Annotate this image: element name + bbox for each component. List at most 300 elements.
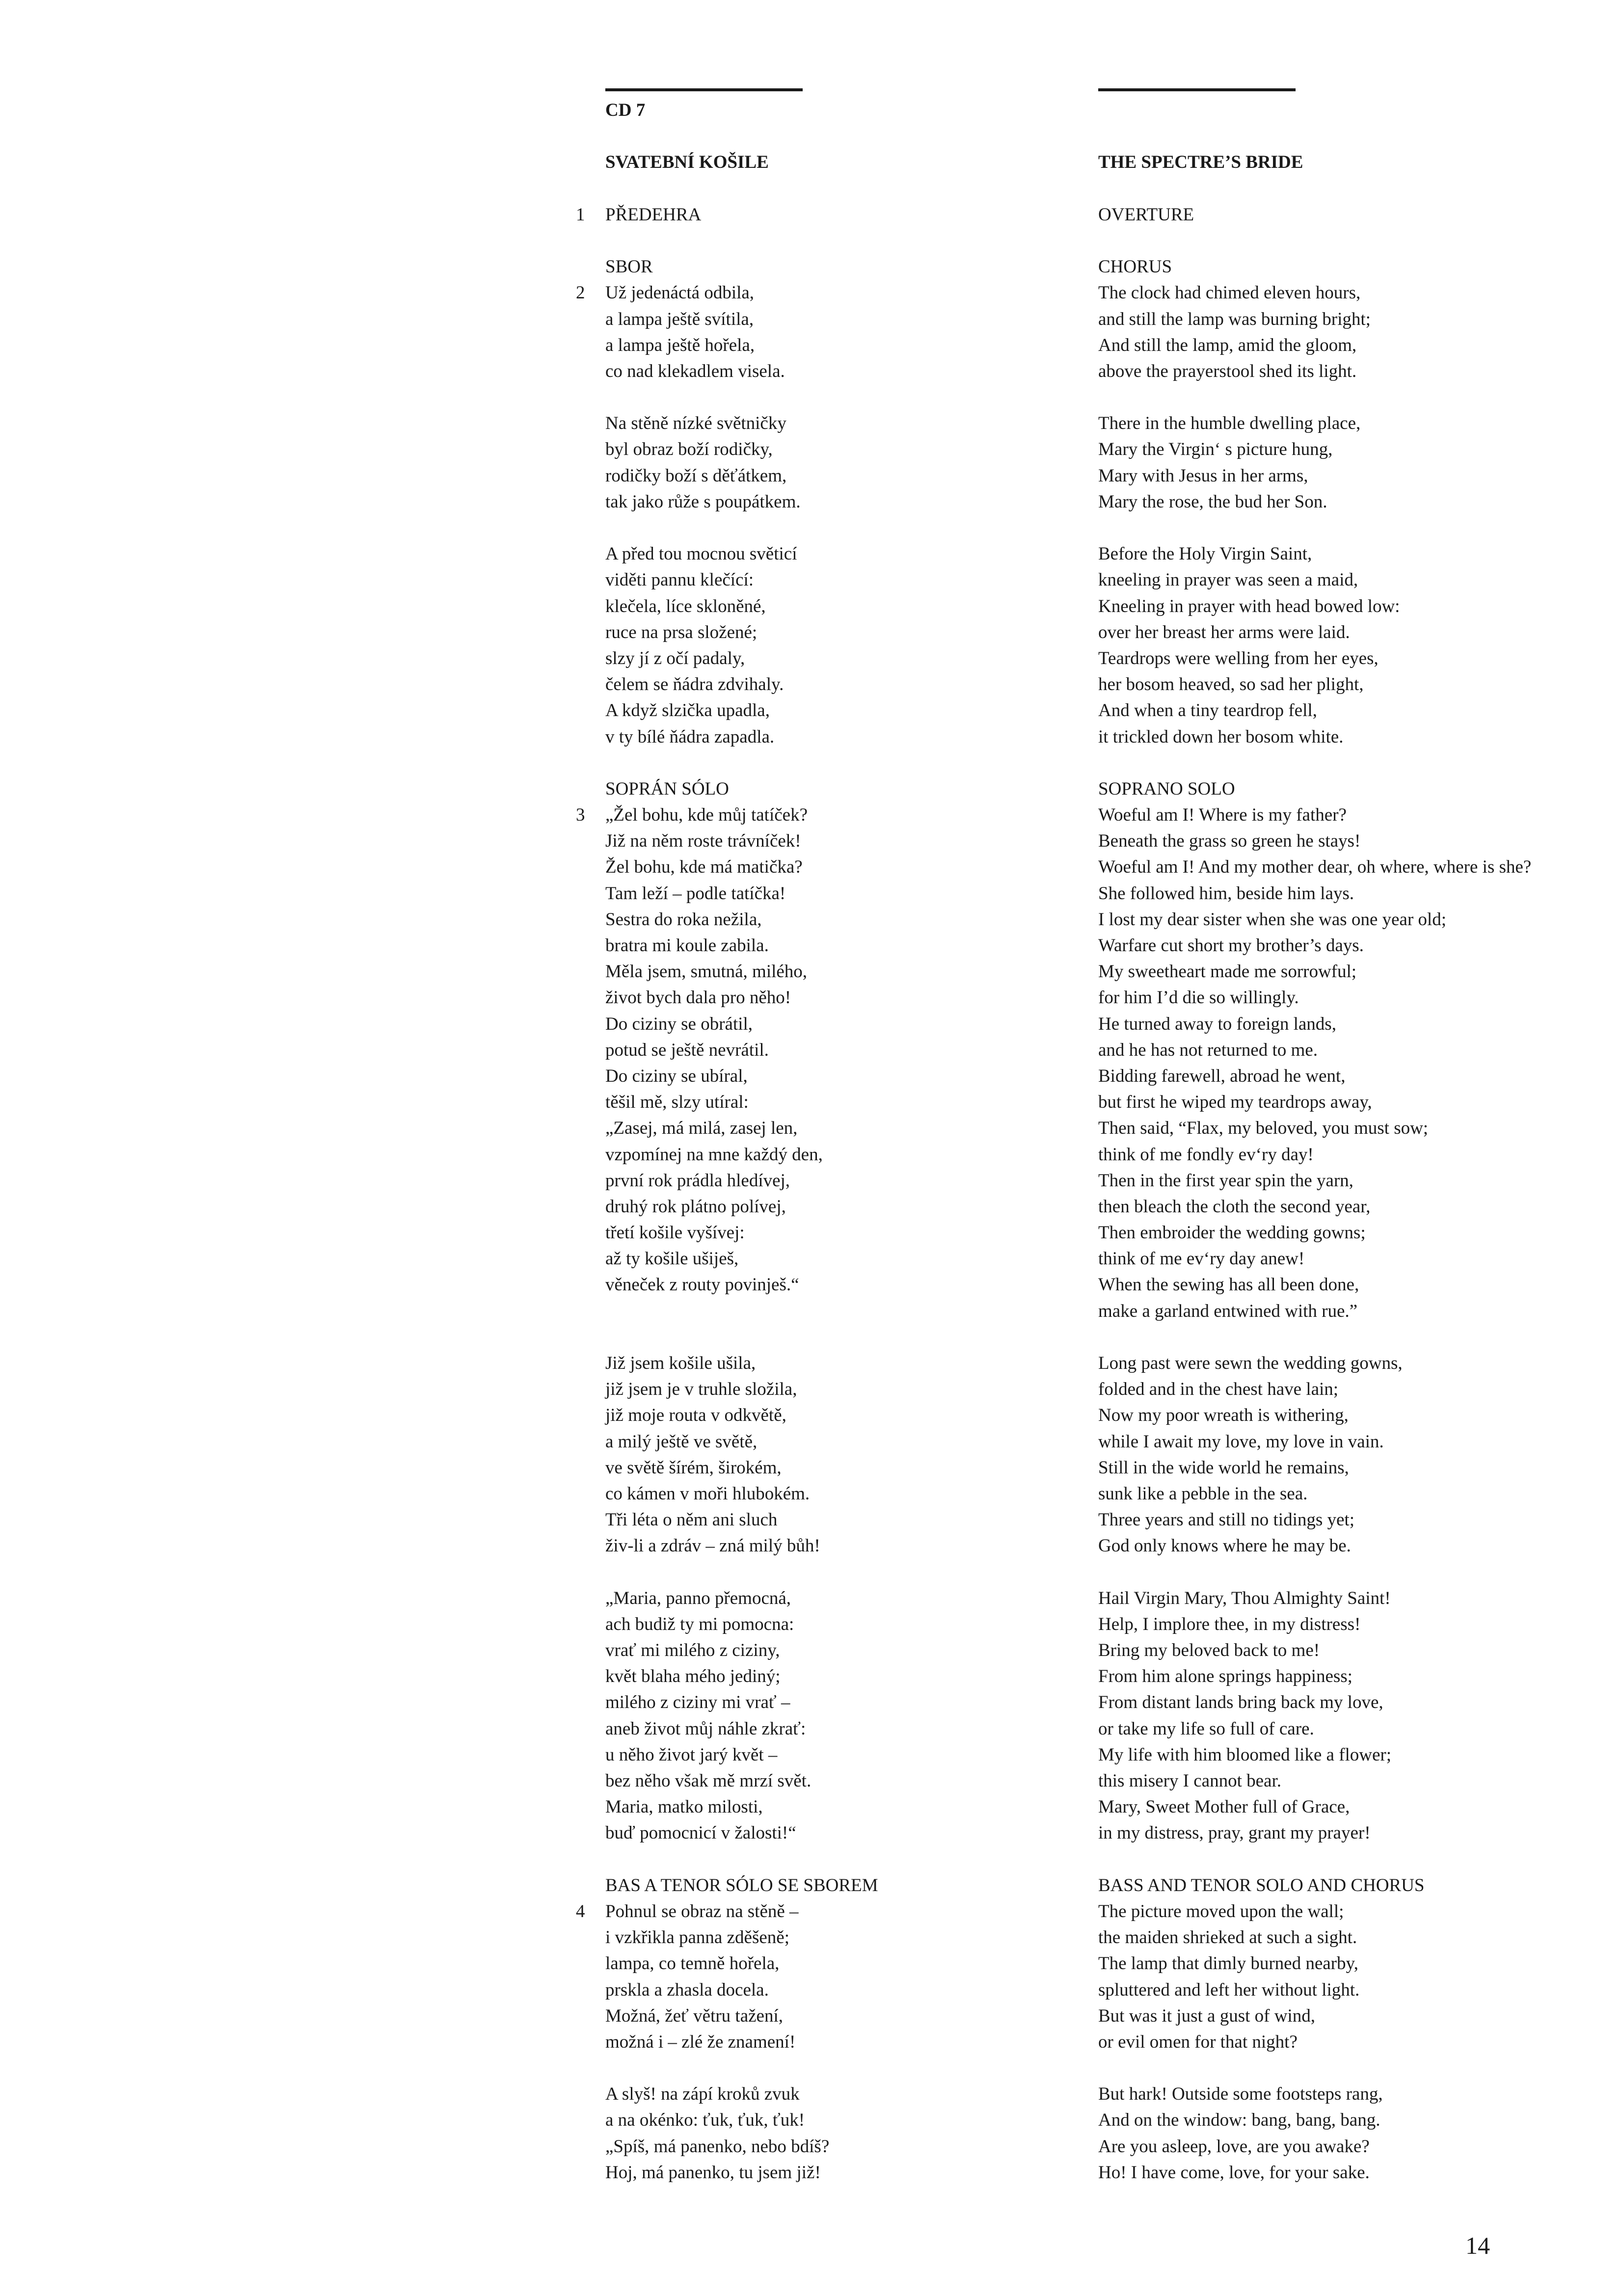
line-text: sunk like a pebble in the sea. <box>1098 1483 1308 1504</box>
english-lyric-line <box>1098 802 1604 828</box>
stanza-spacer <box>1098 515 1604 541</box>
line-text: for him I’d die so willingly. <box>1098 988 1299 1008</box>
line-text: „Zasej, má milá, zasej len, <box>605 1118 798 1139</box>
line-text: těšil mě, slzy utíral: <box>605 1092 749 1113</box>
stanza-spacer <box>1098 123 1604 149</box>
line-text: And still the lamp, amid the gloom, <box>1098 335 1357 355</box>
english-lyric-line <box>1098 541 1604 567</box>
english-lyric-line <box>1098 1142 1604 1168</box>
line-text: věneček z routy povinješ.“ <box>605 1275 799 1295</box>
line-text: Woeful am I! Where is my father? <box>1098 805 1347 826</box>
english-lyric-line <box>1098 828 1604 854</box>
stanza-spacer <box>1098 1846 1604 1872</box>
czech-lyric-line <box>605 881 1067 907</box>
english-lyric-line <box>1098 1350 1604 1376</box>
stanza-spacer <box>1098 384 1604 410</box>
line-text: spluttered and left her without light. <box>1098 1979 1360 2000</box>
czech-lyric-line <box>605 1011 1067 1037</box>
stanza-spacer <box>1098 97 1604 123</box>
english-lyric-line <box>1098 2134 1604 2160</box>
english-lyric-line <box>1098 463 1604 489</box>
czech-lyric-line <box>605 306 1067 332</box>
english-lyric-line <box>1098 1220 1604 1246</box>
line-text: She followed him, beside him lays. <box>1098 883 1354 904</box>
line-text: „Žel bohu, kde můj tatíček? <box>605 805 808 826</box>
line-text: OVERTURE <box>1098 204 1194 225</box>
czech-lyric-line <box>605 1246 1067 1272</box>
english-lyric-line <box>1098 724 1604 750</box>
czech-lyric-line <box>605 567 1067 593</box>
line-text: lampa, co temně hořela, <box>605 1953 780 1974</box>
czech-lyric-line <box>605 1507 1067 1533</box>
czech-lyric-line <box>605 1637 1067 1663</box>
line-text: Are you asleep, love, are you awake? <box>1098 2136 1370 2157</box>
line-text: Warfare cut short my brother’s days. <box>1098 935 1364 956</box>
english-lyric-line <box>1098 1011 1604 1037</box>
czech-lyric-line <box>605 2107 1067 2133</box>
line-text: God only knows where he may be. <box>1098 1536 1351 1556</box>
stanza-spacer <box>1098 1324 1604 1350</box>
english-lyric-line <box>1098 907 1604 933</box>
english-lyrics-column <box>1098 97 1604 2186</box>
czech-lyric-line <box>605 933 1067 959</box>
czech-lyric-line <box>605 697 1067 723</box>
czech-lyric-line <box>605 1742 1067 1768</box>
english-lyric-line <box>1098 2107 1604 2133</box>
line-text: My life with him bloomed like a flower; <box>1098 1744 1392 1765</box>
english-lyric-line <box>1098 1272 1604 1298</box>
english-lyric-line <box>1098 1689 1604 1715</box>
line-text: From him alone springs happiness; <box>1098 1666 1353 1687</box>
czech-lyric-line <box>605 1663 1067 1689</box>
czech-lyric-line <box>576 202 1067 228</box>
line-text: And when a tiny teardrop fell, <box>1098 700 1317 721</box>
english-lyric-line <box>1098 1533 1604 1559</box>
czech-lyric-line <box>605 2081 1067 2107</box>
czech-lyric-line <box>605 436 1067 462</box>
czech-lyric-line <box>605 1455 1067 1481</box>
line-text: Long past were sewn the wedding gowns, <box>1098 1353 1403 1373</box>
english-lyric-line <box>1098 1246 1604 1272</box>
line-text: u něho život jarý květ – <box>605 1744 778 1765</box>
english-lyric-line <box>1098 1507 1604 1533</box>
line-text: Už jedenáctá odbila, <box>605 283 755 303</box>
line-text: milého z ciziny mi vrať – <box>605 1692 790 1713</box>
czech-lyric-line <box>605 1063 1067 1089</box>
line-text: CD 7 <box>605 100 646 120</box>
czech-lyric-line <box>576 280 1067 306</box>
english-lyric-line <box>1098 593 1604 619</box>
line-text: Maria, matko milosti, <box>605 1797 763 1817</box>
czech-lyric-line <box>605 1872 1067 1898</box>
czech-lyric-line <box>605 1794 1067 1820</box>
track-number: 1 <box>576 204 585 225</box>
line-text: Mary the rose, the bud her Son. <box>1098 491 1327 512</box>
english-lyric-line <box>1098 202 1604 228</box>
line-text: Do ciziny se ubíral, <box>605 1066 748 1086</box>
line-text: From distant lands bring back my love, <box>1098 1692 1383 1713</box>
czech-lyric-line <box>605 1220 1067 1246</box>
line-text: And on the window: bang, bang, bang. <box>1098 2110 1380 2131</box>
line-text: Before the Holy Virgin Saint, <box>1098 544 1312 564</box>
line-text: i vzkřikla panna zděšeně; <box>605 1927 789 1948</box>
line-text: Now my poor wreath is withering, <box>1098 1405 1349 1426</box>
english-lyric-line <box>1098 959 1604 985</box>
english-lyric-line <box>1098 489 1604 515</box>
stanza-spacer <box>605 1298 1067 1324</box>
line-text: Sestra do roka nežila, <box>605 909 762 930</box>
english-lyric-line <box>1098 2081 1604 2107</box>
english-lyric-line <box>1098 1168 1604 1194</box>
line-text: her bosom heaved, so sad her plight, <box>1098 674 1364 695</box>
czech-lyric-line <box>605 1376 1067 1402</box>
line-text: třetí košile vyšívej: <box>605 1223 745 1243</box>
czech-lyric-line <box>605 2029 1067 2055</box>
line-text: in my distress, pray, grant my prayer! <box>1098 1823 1371 1843</box>
line-text: bez něho však mě mrzí svět. <box>605 1771 812 1791</box>
english-lyric-line <box>1098 1898 1604 1924</box>
line-text: ach budiž ty mi pomocna: <box>605 1614 794 1634</box>
english-lyric-line <box>1098 645 1604 671</box>
line-text: A před tou mocnou světicí <box>605 544 797 564</box>
english-lyric-line <box>1098 1924 1604 1950</box>
line-text: Teardrops were welling from her eyes, <box>1098 648 1379 668</box>
line-text: květ blaha mého jediný; <box>605 1666 781 1687</box>
czech-lyric-line <box>605 645 1067 671</box>
line-text: then bleach the cloth the second year, <box>1098 1196 1371 1217</box>
stanza-spacer <box>605 123 1067 149</box>
english-lyric-line <box>1098 1611 1604 1637</box>
stanza-spacer <box>605 2055 1067 2081</box>
line-text: THE SPECTRE’S BRIDE <box>1098 152 1303 173</box>
line-text: buď pomocnicí v žalosti!“ <box>605 1823 796 1843</box>
english-lyric-line <box>1098 1429 1604 1455</box>
czech-lyric-line <box>605 149 1067 175</box>
stanza-spacer <box>1098 750 1604 776</box>
czech-lyric-line <box>605 332 1067 358</box>
english-lyric-line <box>1098 697 1604 723</box>
english-lyric-line <box>1098 854 1604 880</box>
line-text: a milý ještě ve světě, <box>605 1431 758 1452</box>
line-text: klečela, líce skloněné, <box>605 596 766 616</box>
line-text: Hoj, má panenko, tu jsem již! <box>605 2162 821 2183</box>
line-text: rodičky boží s děťátkem, <box>605 465 787 486</box>
line-text: over her breast her arms were laid. <box>1098 622 1350 642</box>
line-text: vzpomínej na mne každý den, <box>605 1144 823 1165</box>
line-text: Mary the Virgin‘ s picture hung, <box>1098 439 1333 460</box>
track-number: 3 <box>576 805 585 826</box>
czech-lyric-line <box>605 1481 1067 1507</box>
line-text: první rok prádla hledívej, <box>605 1170 790 1191</box>
track-number: 2 <box>576 283 585 303</box>
english-lyric-line <box>1098 933 1604 959</box>
line-text: Woeful am I! And my mother dear, oh where, where is she? <box>1098 857 1532 878</box>
line-text: a na okénko: ťuk, ťuk, ťuk! <box>605 2110 805 2131</box>
line-text: ruce na prsa složené; <box>605 622 758 642</box>
english-lyric-line <box>1098 1977 1604 2003</box>
czech-lyric-line <box>605 1429 1067 1455</box>
english-lyric-line <box>1098 2029 1604 2055</box>
line-text: co kámen v moři hlubokém. <box>605 1483 810 1504</box>
line-text: vrať mi milého z ciziny, <box>605 1640 780 1661</box>
line-text: think of me ev‘ry day anew! <box>1098 1249 1305 1269</box>
track-number: 4 <box>576 1901 585 1922</box>
czech-lyric-line <box>605 2003 1067 2029</box>
english-lyric-line <box>1098 2160 1604 2186</box>
english-lyric-line <box>1098 1298 1604 1324</box>
line-text: Kneeling in prayer with head bowed low: <box>1098 596 1400 616</box>
stanza-spacer <box>605 1846 1067 1872</box>
line-text: or take my life so full of care. <box>1098 1718 1314 1739</box>
line-text: Still in the wide world he remains, <box>1098 1457 1349 1478</box>
czech-lyric-line <box>605 671 1067 697</box>
line-text: Help, I implore thee, in my distress! <box>1098 1614 1361 1634</box>
line-text: Then embroider the wedding gowns; <box>1098 1223 1366 1243</box>
stanza-spacer <box>605 750 1067 776</box>
line-text: Beneath the grass so green he stays! <box>1098 831 1361 852</box>
line-text: „Maria, panno přemocná, <box>605 1588 791 1608</box>
line-text: co nad klekadlem visela. <box>605 361 785 381</box>
english-lyric-line <box>1098 1872 1604 1898</box>
english-lyric-line <box>1098 1742 1604 1768</box>
czech-lyric-line <box>605 1115 1067 1141</box>
line-text: There in the humble dwelling place, <box>1098 413 1361 434</box>
line-text: viděti pannu klečící: <box>605 570 754 590</box>
line-text: potud se ještě nevrátil. <box>605 1040 769 1060</box>
line-text: tak jako růže s poupátkem. <box>605 491 801 512</box>
line-text: ve světě šírém, širokém, <box>605 1457 782 1478</box>
english-lyric-line <box>1098 1950 1604 1976</box>
line-text: the maiden shrieked at such a sight. <box>1098 1927 1357 1948</box>
line-text: and still the lamp was burning bright; <box>1098 309 1371 329</box>
english-lyric-line <box>1098 619 1604 645</box>
line-text: byl obraz boží rodičky, <box>605 439 773 460</box>
stanza-spacer <box>605 176 1067 202</box>
english-lyric-line <box>1098 1481 1604 1507</box>
czech-lyric-line <box>605 1689 1067 1715</box>
english-lyric-line <box>1098 1585 1604 1611</box>
english-column-rule <box>1098 88 1296 91</box>
line-text: Již jsem košile ušila, <box>605 1353 756 1373</box>
page-number: 14 <box>1465 2232 1490 2259</box>
english-lyric-line <box>1098 1663 1604 1689</box>
czech-lyric-line <box>605 619 1067 645</box>
english-lyric-line <box>1098 358 1604 384</box>
line-text: but first he wiped my teardrops away, <box>1098 1092 1372 1113</box>
czech-lyric-line <box>605 410 1067 436</box>
czech-lyric-line <box>605 907 1067 933</box>
czech-lyric-line <box>605 254 1067 280</box>
stanza-spacer <box>1098 1559 1604 1585</box>
czech-lyric-line <box>605 1611 1067 1637</box>
czech-lyric-line <box>605 1168 1067 1194</box>
line-text: The picture moved upon the wall; <box>1098 1901 1344 1922</box>
line-text: a lampa ještě svítila, <box>605 309 754 329</box>
english-lyric-line <box>1098 1089 1604 1115</box>
line-text: and he has not returned to me. <box>1098 1040 1318 1060</box>
czech-lyric-line <box>605 959 1067 985</box>
english-lyric-line <box>1098 332 1604 358</box>
czech-lyric-line <box>605 463 1067 489</box>
line-text: Pohnul se obraz na stěně – <box>605 1901 799 1922</box>
line-text: it trickled down her bosom white. <box>1098 726 1344 747</box>
line-text: think of me fondly ev‘ry day! <box>1098 1144 1314 1165</box>
english-lyric-line <box>1098 1637 1604 1663</box>
czech-lyric-line <box>605 358 1067 384</box>
line-text: „Spíš, má panenko, nebo bdíš? <box>605 2136 830 2157</box>
czech-lyric-line <box>605 1142 1067 1168</box>
czech-lyric-line <box>576 802 1067 828</box>
english-lyric-line <box>1098 1820 1604 1846</box>
english-lyric-line <box>1098 1063 1604 1089</box>
line-text: But hark! Outside some footsteps rang, <box>1098 2084 1383 2105</box>
line-text: živ-li a zdráv – zná milý bůh! <box>605 1536 820 1556</box>
line-text: Bidding farewell, abroad he went, <box>1098 1066 1346 1086</box>
line-text: SBOR <box>605 257 653 277</box>
czech-lyric-line <box>605 1716 1067 1742</box>
line-text: Již na něm roste trávníček! <box>605 831 801 852</box>
line-text: this misery I cannot bear. <box>1098 1771 1281 1791</box>
english-lyric-line <box>1098 776 1604 802</box>
line-text: Then in the first year spin the yarn, <box>1098 1170 1353 1191</box>
line-text: a lampa ještě hořela, <box>605 335 755 355</box>
stanza-spacer <box>605 228 1067 254</box>
stanza-spacer <box>605 515 1067 541</box>
line-text: folded and in the chest have lain; <box>1098 1379 1339 1400</box>
stanza-spacer <box>605 1324 1067 1350</box>
czech-lyric-line <box>605 1037 1067 1063</box>
czech-lyric-line <box>605 2134 1067 2160</box>
czech-lyric-line <box>605 828 1067 854</box>
czech-lyric-line <box>605 985 1067 1011</box>
line-text: PŘEDEHRA <box>605 204 702 225</box>
line-text: Tři léta o něm ani sluch <box>605 1510 778 1530</box>
english-lyric-line <box>1098 985 1604 1011</box>
czech-lyric-line <box>605 854 1067 880</box>
line-text: již moje routa v odkvětě, <box>605 1405 786 1426</box>
english-lyric-line <box>1098 280 1604 306</box>
czech-lyric-line <box>605 776 1067 802</box>
line-text: Do ciziny se obrátil, <box>605 1014 753 1034</box>
czech-lyric-line <box>605 1768 1067 1794</box>
english-lyric-line <box>1098 1194 1604 1220</box>
czech-lyric-line <box>605 724 1067 750</box>
czech-lyric-line <box>605 1272 1067 1298</box>
english-lyric-line <box>1098 567 1604 593</box>
english-lyric-line <box>1098 410 1604 436</box>
czech-lyric-line <box>605 593 1067 619</box>
english-lyric-line <box>1098 1115 1604 1141</box>
line-text: Ho! I have come, love, for your sake. <box>1098 2162 1370 2183</box>
english-lyric-line <box>1098 436 1604 462</box>
czech-lyric-line <box>605 541 1067 567</box>
english-lyric-line <box>1098 1794 1604 1820</box>
english-lyric-line <box>1098 149 1604 175</box>
english-lyric-line <box>1098 254 1604 280</box>
stanza-spacer <box>605 384 1067 410</box>
line-text: Bring my beloved back to me! <box>1098 1640 1320 1661</box>
english-lyric-line <box>1098 881 1604 907</box>
line-text: while I await my love, my love in vain. <box>1098 1431 1384 1452</box>
line-text: možná i – zlé že znamení! <box>605 2031 796 2052</box>
line-text: v ty bílé ňádra zapadla. <box>605 726 775 747</box>
line-text: slzy jí z očí padaly, <box>605 648 745 668</box>
line-text: Žel bohu, kde má matička? <box>605 857 803 878</box>
line-text: Hail Virgin Mary, Thou Almighty Saint! <box>1098 1588 1391 1608</box>
line-text: již jsem je v truhle složila, <box>605 1379 797 1400</box>
line-text: kneeling in prayer was seen a maid, <box>1098 570 1358 590</box>
line-text: Then said, “Flax, my beloved, you must sow; <box>1098 1118 1429 1139</box>
line-text: Mary, Sweet Mother full of Grace, <box>1098 1797 1350 1817</box>
czech-lyric-line <box>605 1533 1067 1559</box>
czech-lyric-line <box>605 1194 1067 1220</box>
line-text: SOPRÁN SÓLO <box>605 778 729 799</box>
line-text: or evil omen for that night? <box>1098 2031 1298 2052</box>
stanza-spacer <box>605 1559 1067 1585</box>
english-lyric-line <box>1098 306 1604 332</box>
czech-lyric-line <box>605 1820 1067 1846</box>
stanza-spacer <box>1098 2055 1604 2081</box>
line-text: BASS AND TENOR SOLO AND CHORUS <box>1098 1875 1425 1896</box>
english-lyric-line <box>1098 1716 1604 1742</box>
line-text: I lost my dear sister when she was one year old; <box>1098 909 1446 930</box>
line-text: Na stěně nízké světničky <box>605 413 786 434</box>
czech-lyric-line <box>605 1402 1067 1428</box>
line-text: Tam leží – podle tatíčka! <box>605 883 786 904</box>
english-lyric-line <box>1098 1402 1604 1428</box>
czech-lyrics-column <box>576 97 1067 2186</box>
line-text: Měla jsem, smutná, milého, <box>605 961 808 982</box>
czech-lyric-line <box>576 1898 1067 1924</box>
line-text: My sweetheart made me sorrowful; <box>1098 961 1357 982</box>
english-lyric-line <box>1098 671 1604 697</box>
line-text: prskla a zhasla docela. <box>605 1979 769 2000</box>
line-text: Možná, žeť větru tažení, <box>605 2005 783 2026</box>
line-text: A když slzička upadla, <box>605 700 770 721</box>
czech-column-rule <box>605 88 803 91</box>
english-lyric-line <box>1098 1037 1604 1063</box>
line-text: druhý rok plátno polívej, <box>605 1196 786 1217</box>
stanza-spacer <box>1098 228 1604 254</box>
line-text: SVATEBNÍ KOŠILE <box>605 152 769 173</box>
czech-lyric-line <box>605 2160 1067 2186</box>
line-text: make a garland entwined with rue.” <box>1098 1301 1358 1321</box>
czech-lyric-line <box>605 1350 1067 1376</box>
line-text: život bych dala pro něho! <box>605 988 791 1008</box>
line-text: When the sewing has all been done, <box>1098 1275 1359 1295</box>
line-text: above the prayerstool shed its light. <box>1098 361 1357 381</box>
line-text: He turned away to foreign lands, <box>1098 1014 1336 1034</box>
line-text: SOPRANO SOLO <box>1098 778 1235 799</box>
line-text: Three years and still no tidings yet; <box>1098 1510 1354 1530</box>
czech-lyric-line <box>605 1924 1067 1950</box>
english-lyric-line <box>1098 2003 1604 2029</box>
line-text: až ty košile ušiješ, <box>605 1249 739 1269</box>
line-text: BAS A TENOR SÓLO SE SBOREM <box>605 1875 878 1896</box>
czech-lyric-line <box>605 1950 1067 1976</box>
line-text: čelem se ňádra zdvihaly. <box>605 674 784 695</box>
czech-lyric-line <box>605 1585 1067 1611</box>
line-text: The clock had chimed eleven hours, <box>1098 283 1361 303</box>
czech-lyric-line <box>605 97 1067 123</box>
line-text: Mary with Jesus in her arms, <box>1098 465 1308 486</box>
line-text: The lamp that dimly burned nearby, <box>1098 1953 1358 1974</box>
czech-lyric-line <box>605 1977 1067 2003</box>
english-lyric-line <box>1098 1376 1604 1402</box>
czech-lyric-line <box>605 1089 1067 1115</box>
english-lyric-line <box>1098 1768 1604 1794</box>
line-text: But was it just a gust of wind, <box>1098 2005 1315 2026</box>
